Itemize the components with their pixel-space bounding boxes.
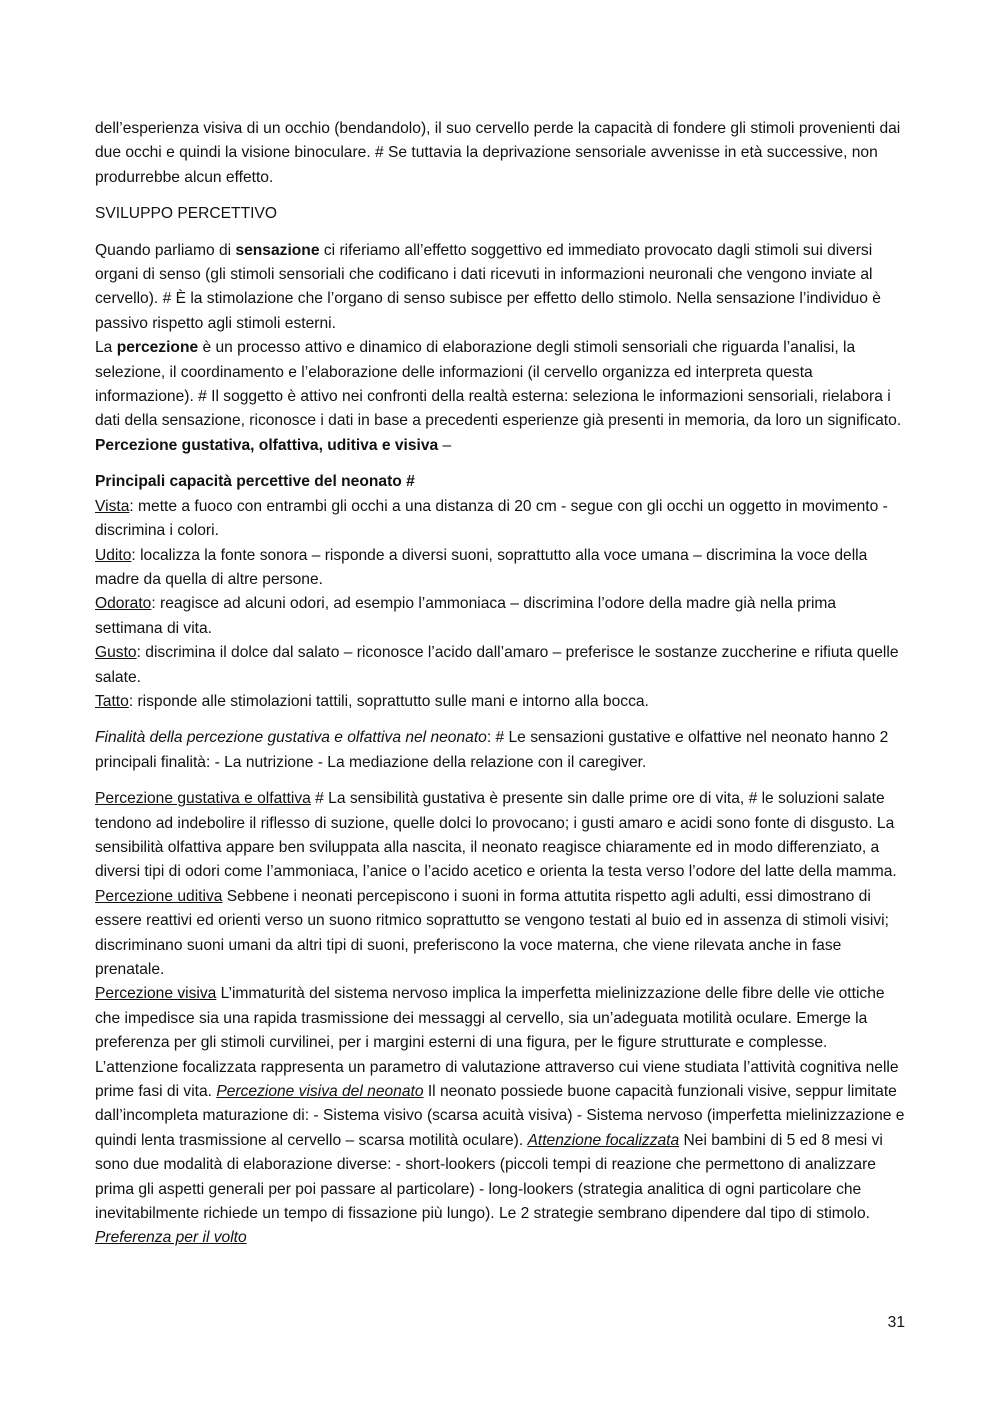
percezione-paragraph <box>95 336 905 434</box>
sense-item-udito <box>95 544 905 593</box>
finalita-text: : # Le sensazioni gustative e olfattive nel neonato hanno 2 principali finalità: - La nutrizione - La mediazione della relazione con il caregiver. <box>95 729 889 771</box>
sense-item-vista <box>95 495 905 544</box>
perception-types-title: Percezione gustativa, olfattiva, uditiva e visiva <box>95 436 439 454</box>
sense-item-tatto <box>95 690 905 714</box>
section-title: SVILUPPO PERCETTIVO <box>95 205 277 223</box>
sense-name: Tatto <box>95 692 129 710</box>
sensazione-pre: Quando parliamo di <box>95 241 236 259</box>
percezione-term: percezione <box>116 339 199 357</box>
sense-name: Odorato <box>95 595 152 613</box>
sense-text: : risponde alle stimolazioni tattili, soprattutto sulle mani e intorno alla bocca. <box>128 692 649 710</box>
sense-item-gusto <box>95 641 905 690</box>
visiva-text-3: Nei bambini di 5 ed 8 mesi vi sono due modalità di elaborazione diverse: - short-lookers (piccoli tempi di reazione che permettono di analizzare prima gli aspetti generali per poi passare al particolare) - long-lookers (strategia analitica di ogni particolare che inevitabilmente richiede un tempo di fissazione più lungo). Le 2 strategie sembrano dipendere dal tipo di stimolo. <box>95 1131 883 1223</box>
visiva-text-2: Il neonato possiede buone capacità funzionali visive, seppur limitate dall’incompleta maturazione di: - Sistema visivo (scarsa acuità visiva) - Sistema nervoso (imperfetta mielinizzazione e quindi lenta trasmissione al cervello – scarsa motilità oculare). <box>95 1083 905 1149</box>
sensazione-text: ci riferiamo all’effetto soggettivo ed immediato provocato dagli stimoli sui diversi organi di senso (gli stimoli sensoriali che codificano i dati ricevuti in informazioni neuronali che vengono inviate al cervello). # È la stimolazione che l’organo di senso subisce per effetto dello stimolo. Nella sensazione l’individuo è passivo rispetto agli stimoli esterni. <box>95 241 881 332</box>
uditiva-title: Percezione uditiva <box>95 887 223 905</box>
gustativa-title: Percezione gustativa e olfattiva <box>95 790 311 808</box>
intro-paragraph: dell’esperienza visiva di un occhio (bendandolo), il suo cervello perde la capacità di fondere gli stimoli provenienti dai due occhi e quindi la visione binoculare. # Se tuttavia la deprivazione sensoriale avvenisse in età successive, non produrrebbe alcun effetto. <box>95 120 901 186</box>
visiva-text-1: L’immaturità del sistema nervoso implica la imperfetta mielinizzazione delle fibre delle vie ottiche che impedisce sia una rapida trasmissione dei messaggi al cervello, sia un’adeguata motilità oculare. Emerge la preferenza per gli stimoli curvilinei, per i margini esterni di una figura, per le figure strutturate e complesse. L’attenzione focalizzata rappresenta un parametro di valutazione attraverso cui viene studiata l’attività cognitiva nelle prime fasi di vita. <box>95 985 899 1101</box>
visiva-neonato-subtitle: Percezione visiva del neonato <box>216 1083 424 1101</box>
sense-text: : localizza la fonte sonora – risponde a diversi suoni, soprattutto alla voce umana – discrimina la voce della madre da quella di altre persone. <box>95 546 868 588</box>
sense-name: Udito <box>95 546 132 564</box>
sense-name: Gusto <box>95 644 137 662</box>
preferenza-volto-subtitle: Preferenza per il volto <box>95 1229 247 1247</box>
perception-types-heading <box>95 434 905 458</box>
sense-text: : discrimina il dolce dal salato – riconosce l’acido dall’amaro – preferisce le sostanze zuccherine e rifiuta quelle salate. <box>95 644 899 686</box>
perception-types-dash: – <box>438 436 452 454</box>
uditiva-text: Sebbene i neonati percepiscono i suoni in forma attutita rispetto agli adulti, essi dimostrano di essere reattivi ed orienti verso un suono ritmico soprattutto se vengono testati al buio ed in assenza di stimoli visivi; discriminano suoni umani da altri tipi di suoni, preferiscono la voce materna, che viene rilevata anche in fase prenatale. <box>95 887 889 978</box>
sense-text: : reagisce ad alcuni odori, ad esempio l’ammoniaca – discrimina l’odore della madre già nella prima settimana di vita. <box>95 595 837 637</box>
sensazione-term: sensazione <box>235 241 320 259</box>
page-body <box>95 117 905 1251</box>
attenzione-subtitle: Attenzione focalizzata <box>527 1131 680 1149</box>
gustativa-paragraph <box>95 787 905 885</box>
sense-item-odorato <box>95 592 905 641</box>
visiva-title: Percezione visiva <box>95 985 217 1003</box>
sense-name: Vista <box>95 497 130 515</box>
sense-text: : mette a fuoco con entrambi gli occhi a una distanza di 20 cm - segue con gli occhi un oggetto in movimento - discrimina i colori. <box>95 497 888 540</box>
percezione-text: è un processo attivo e dinamico di elaborazione degli stimoli sensoriali che riguarda l’analisi, la selezione, il coordinamento e l’elaborazione delle informazioni (il cervello organizza ed interpreta questa informazione). # Il soggetto è attivo nei confronti della realtà esterna: seleziona le informazioni sensoriali, rielabora i dati della sensazione, riconosce i dati in base a precedenti esperienze già presenti in memoria, da loro un significato. <box>95 339 902 430</box>
page-number: 31 <box>887 1314 905 1331</box>
finalita-paragraph <box>95 726 905 775</box>
visiva-paragraph <box>95 982 905 1250</box>
percezione-pre: La <box>95 339 117 357</box>
gustativa-text: # La sensibilità gustativa è presente sin dalle prime ore di vita, # le soluzioni salate tendono ad indebolire il riflesso di suzione, quelle dolci lo provocano; i gusti amaro e acidi sono fonte di disgusto. La sensibilità olfattiva appare ben sviluppata alla nascita, il neonato reagisce chiaramente ed in modo differenziato, a diversi tipi di odori come l’ammoniaca, l’anice o l’acido acetico e orienta la testa verso l’odore del latte della mamma. <box>95 790 897 881</box>
finalita-title: Finalità della percezione gustativa e olfattiva nel neonato <box>95 729 487 747</box>
sensazione-paragraph <box>95 239 905 337</box>
capacita-heading: Principali capacità percettive del neonato # <box>95 473 415 491</box>
uditiva-paragraph <box>95 885 905 983</box>
